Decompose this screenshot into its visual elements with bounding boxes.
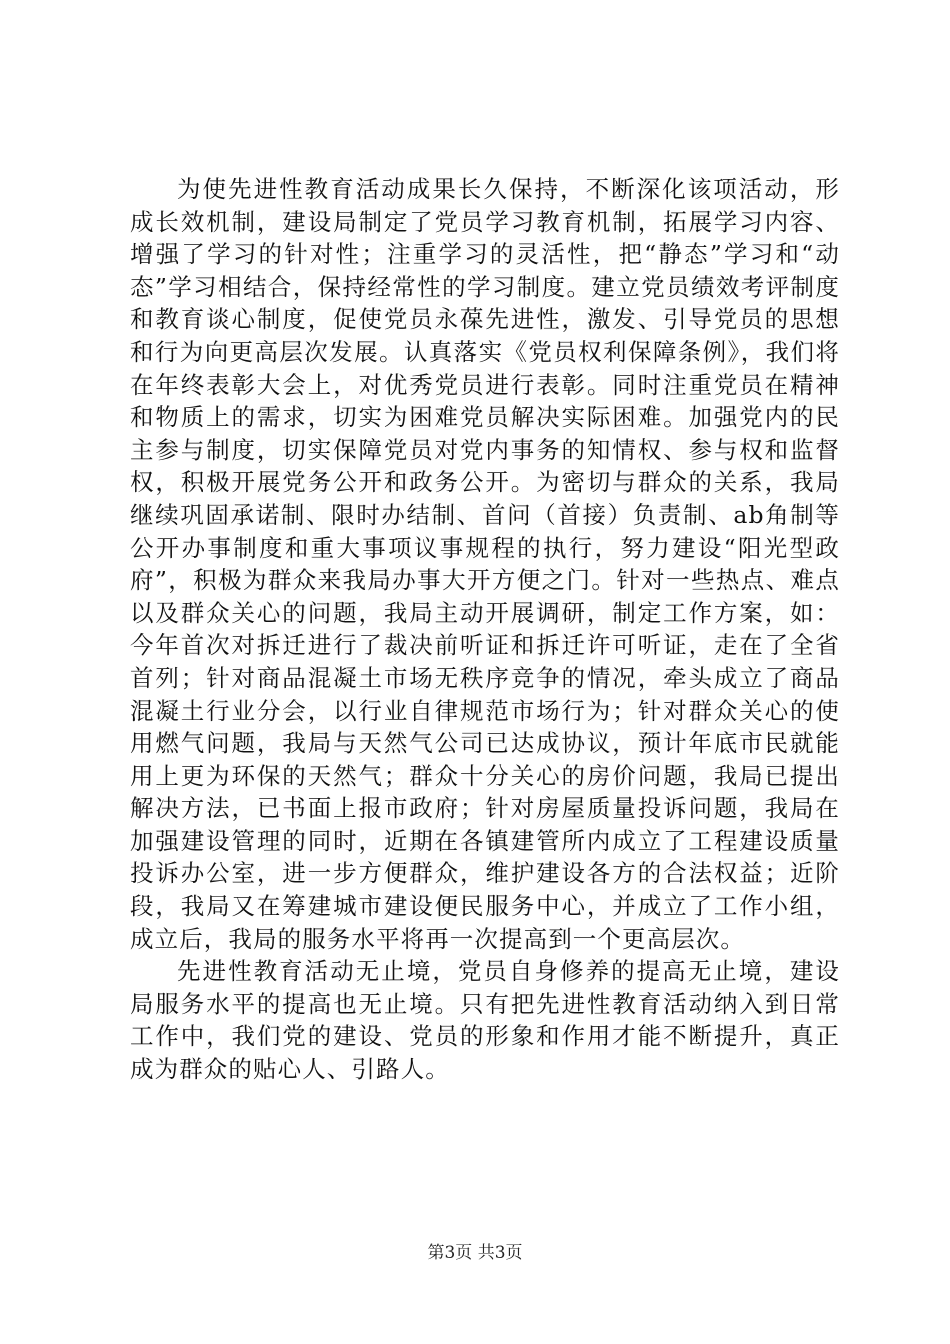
- page-footer: 第3页 共3页: [427, 1243, 523, 1263]
- document-body: [130, 173, 840, 1086]
- paragraph-2: 先进性教育活动无止境，党员自身修养的提高无止境，建设局服务水平的提高也无止境。只有把先进性教育活动纳入到日常工作中，我们党的建设、党员的形象和作用才能不断提升，真正成为群众的贴心人、引路人。: [130, 957, 840, 1084]
- paragraph-1: 为使先进性教育活动成果长久保持，不断深化该项活动，形成长效机制，建设局制定了党员学习教育机制，拓展学习内容、增强了学习的针对性；注重学习的灵活性，把“静态”学习和“动态”学习相结合，保持经常性的学习制度。建立党员绩效考评制度和教育谈心制度，促使党员永葆先进性，激发、引导党员的思想和行为向更高层次发展。认真落实《党员权利保障条例》，我们将在年终表彰大会上，对优秀党员进行表彰。同时注重党员在精神和物质上的需求，切实为困难党员解决实际困难。加强党内的民主参与制度，切实保障党员对党内事务的知情权、参与权和监督权，积极开展党务公开和政务公开。为密切与群众的关系，我局继续巩固承诺制、限时办结制、首问（首接）负责制、ab角制等公开办事制度和重大事项议事规程的执行，努力建设“阳光型政府”，积极为群众来我局办事大开方便之门。针对一些热点、难点以及群众关心的问题，我局主动开展调研，制定工作方案，如：今年首次对拆迁进行了裁决前听证和拆迁许可听证，走在了全省首列；针对商品混凝土市场无秩序竞争的情况，牵头成立了商品混凝土行业分会，以行业自律规范市场行为；针对群众关心的使用燃气问题，我局与天然气公司已达成协议，预计年底市民就能用上更为环保的天然气；群众十分关心的房价问题，我局已提出解决方法，已书面上报市政府；针对房屋质量投诉问题，我局在加强建设管理的同时，近期在各镇建管所内成立了工程建设质量投诉办公室，进一步方便群众，维护建设各方的合法权益；近阶段，我局又在筹建城市建设便民服务中心，并成立了工作小组，成立后，我局的服务水平将再一次提高到一个更高层次。: [130, 175, 840, 953]
